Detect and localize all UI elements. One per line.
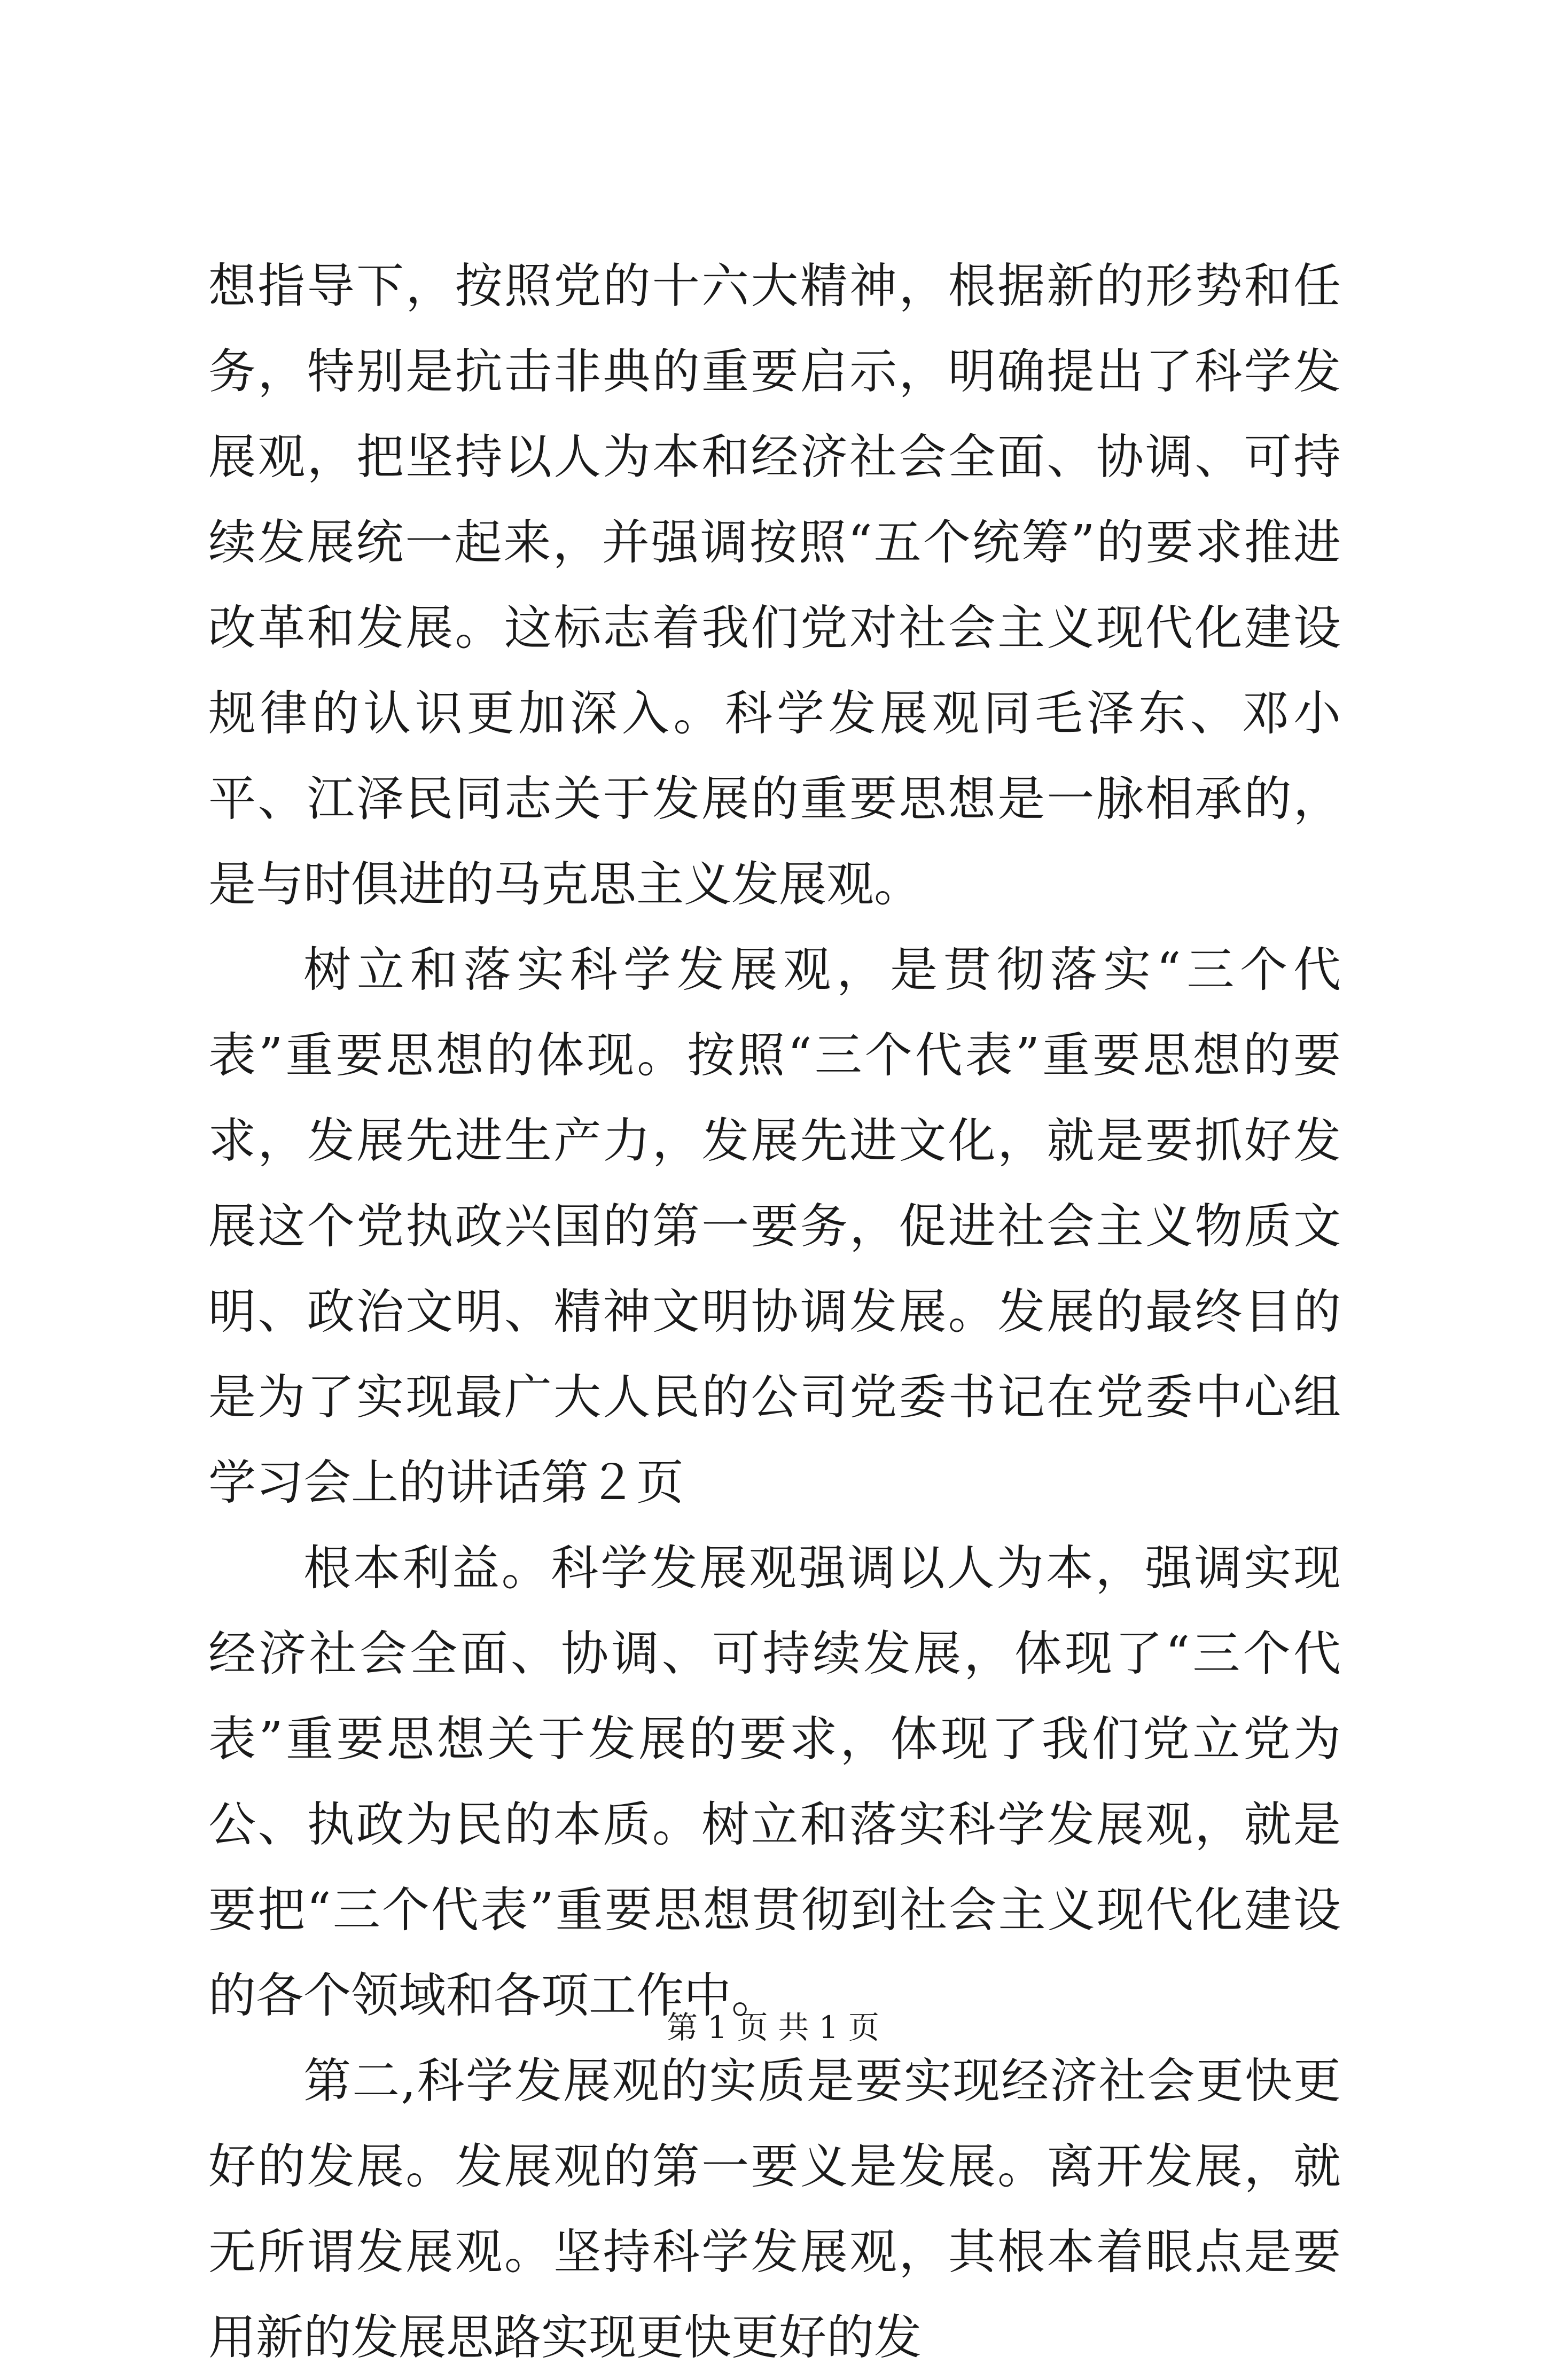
paragraph-3: 根本利益。科学发展观强调以人为本，强调实现经济社会全面、协调、可持续发展，体现了“三个代表”重要思想关于发展的要求，体现了我们党立党为公、执政为民的本质。树立和落实科学发展观，就是要把“三个代表”重要思想贯彻到社会主义现代化建设的各个领域和各项工作中。 <box>208 1540 1341 2023</box>
document-body <box>208 243 1341 2380</box>
page-number-label: 第 1 页 共 1 页 <box>667 2009 879 2046</box>
paragraph-2: 树立和落实科学发展观，是贯彻落实“三个代表”重要思想的体现。按照“三个代表”重要思想的要求，发展先进生产力，发展先进文化，就是要抓好发展这个党执政兴国的第一要务，促进社会主义物质文明、政治文明、精神文明协调发展。发展的最终目的是为了实现最广大人民的公司党委书记在党委中心组学习会上的讲话第２页 <box>208 942 1341 1510</box>
paragraph-4: 第二,科学发展观的实质是要实现经济社会更快更好的发展。发展观的第一要义是发展。离开发展，就无所谓发展观。坚持科学发展观，其根本着眼点是要用新的发展思路实现更快更好的发 <box>208 2053 1341 2365</box>
paragraph-1: 想指导下，按照党的十六大精神，根据新的形势和任务，特别是抗击非典的重要启示，明确提出了科学发展观，把坚持以人为本和经济社会全面、协调、可持续发展统一起来，并强调按照“五个统筹”的要求推进改革和发展。这标志着我们党对社会主义现代化建设规律的认识更加深入。科学发展观同毛泽东、邓小平、江泽民同志关于发展的重要思想是一脉相承的，是与时俱进的马克思主义发展观。 <box>208 258 1341 912</box>
page-footer <box>0 2006 1546 2049</box>
